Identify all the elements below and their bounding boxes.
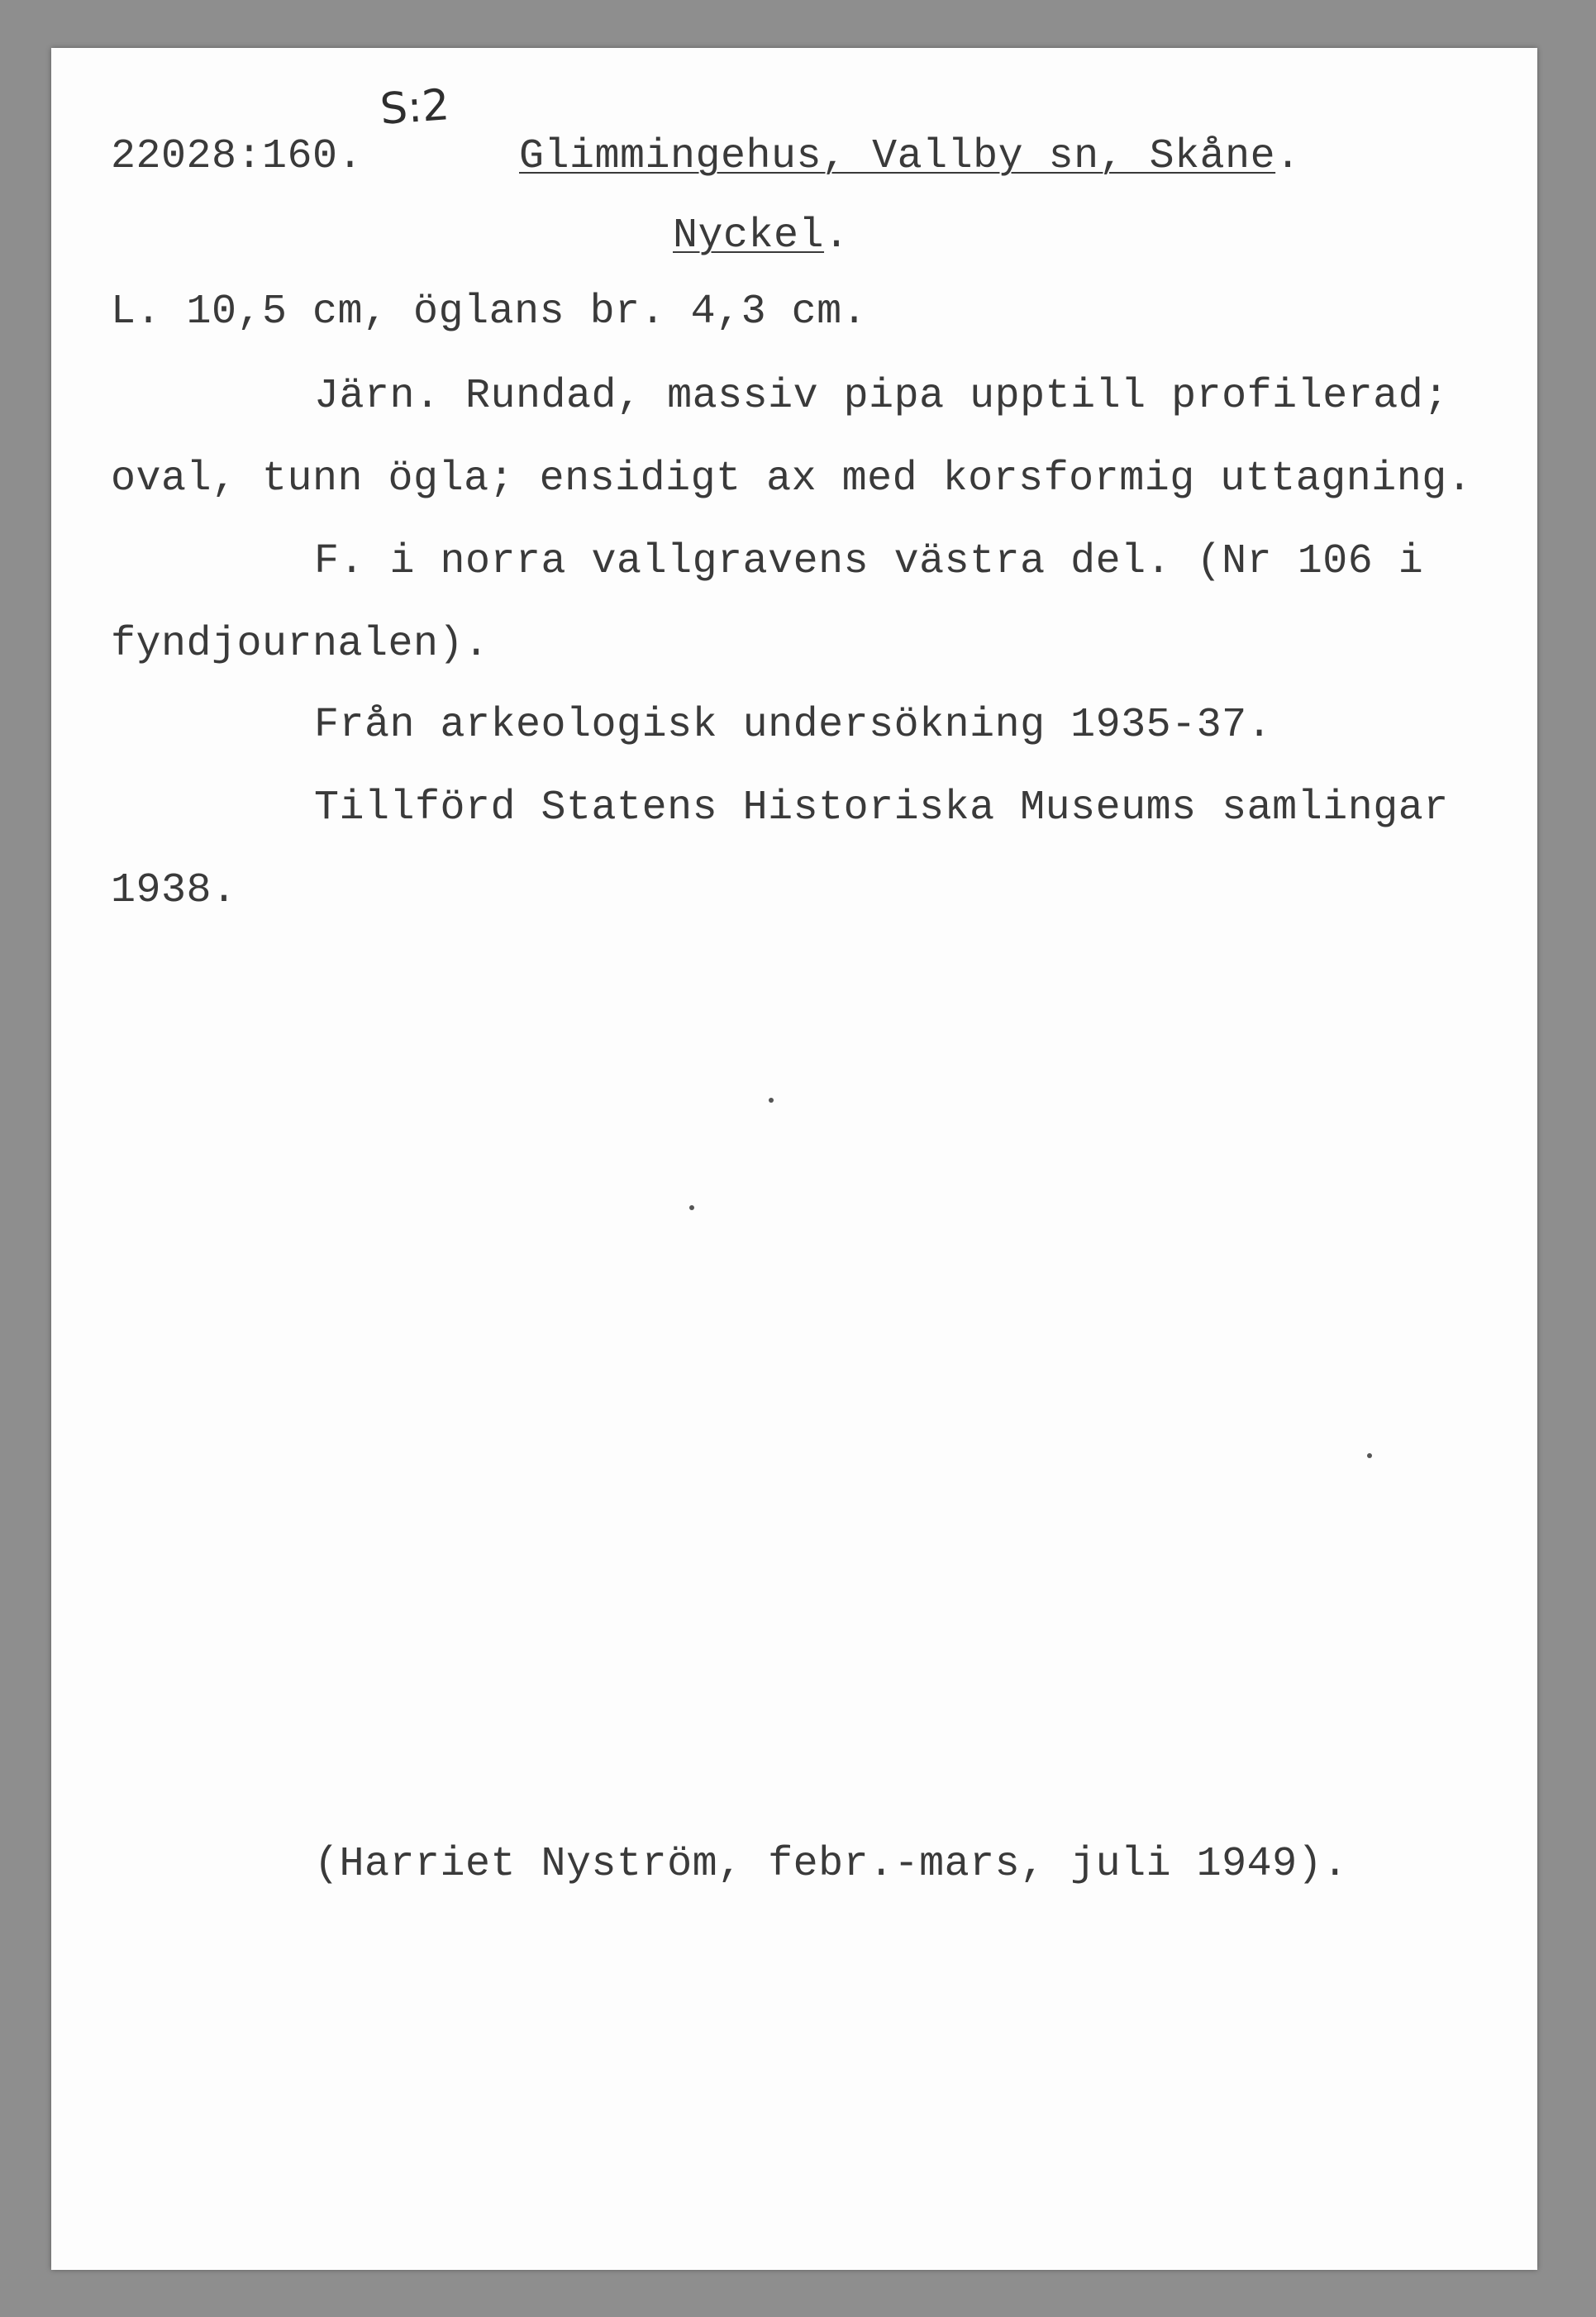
paper-speck — [689, 1205, 694, 1210]
handwritten-note: S:2 — [379, 80, 451, 135]
findspot-line-2: fyndjournalen). — [111, 621, 489, 668]
catalog-card — [51, 48, 1537, 2270]
excavation-note: Från arkeologisk undersökning 1935-37. — [314, 702, 1273, 749]
object-heading — [673, 212, 850, 261]
findspot-line-1: F. i norra vallgravens västra del. (Nr 106 i — [314, 538, 1424, 585]
site-heading — [519, 132, 1301, 182]
description-line-1: Järn. Rundad, massiv pipa upptill profilerad; — [314, 373, 1449, 420]
paper-speck — [769, 1098, 774, 1103]
paper-speck — [1367, 1453, 1372, 1458]
cataloguer-credit: (Harriet Nyström, febr.-mars, juli 1949). — [314, 1841, 1348, 1888]
accession-number: 22028:160. — [111, 133, 364, 180]
object-name: Nyckel — [673, 212, 825, 260]
object-heading-end: . — [824, 212, 850, 260]
acquisition-line-2: 1938. — [111, 867, 237, 914]
site-name: Glimmingehus, Vallby sn, Skåne — [519, 133, 1276, 180]
acquisition-line-1: Tillförd Statens Historiska Museums samlingar — [314, 784, 1449, 832]
description-line-2: oval, tunn ögla; ensidigt ax med korsformig uttagning. — [111, 455, 1473, 503]
measurements: L. 10,5 cm, öglans br. 4,3 cm. — [111, 288, 868, 336]
site-heading-end: . — [1275, 133, 1301, 180]
